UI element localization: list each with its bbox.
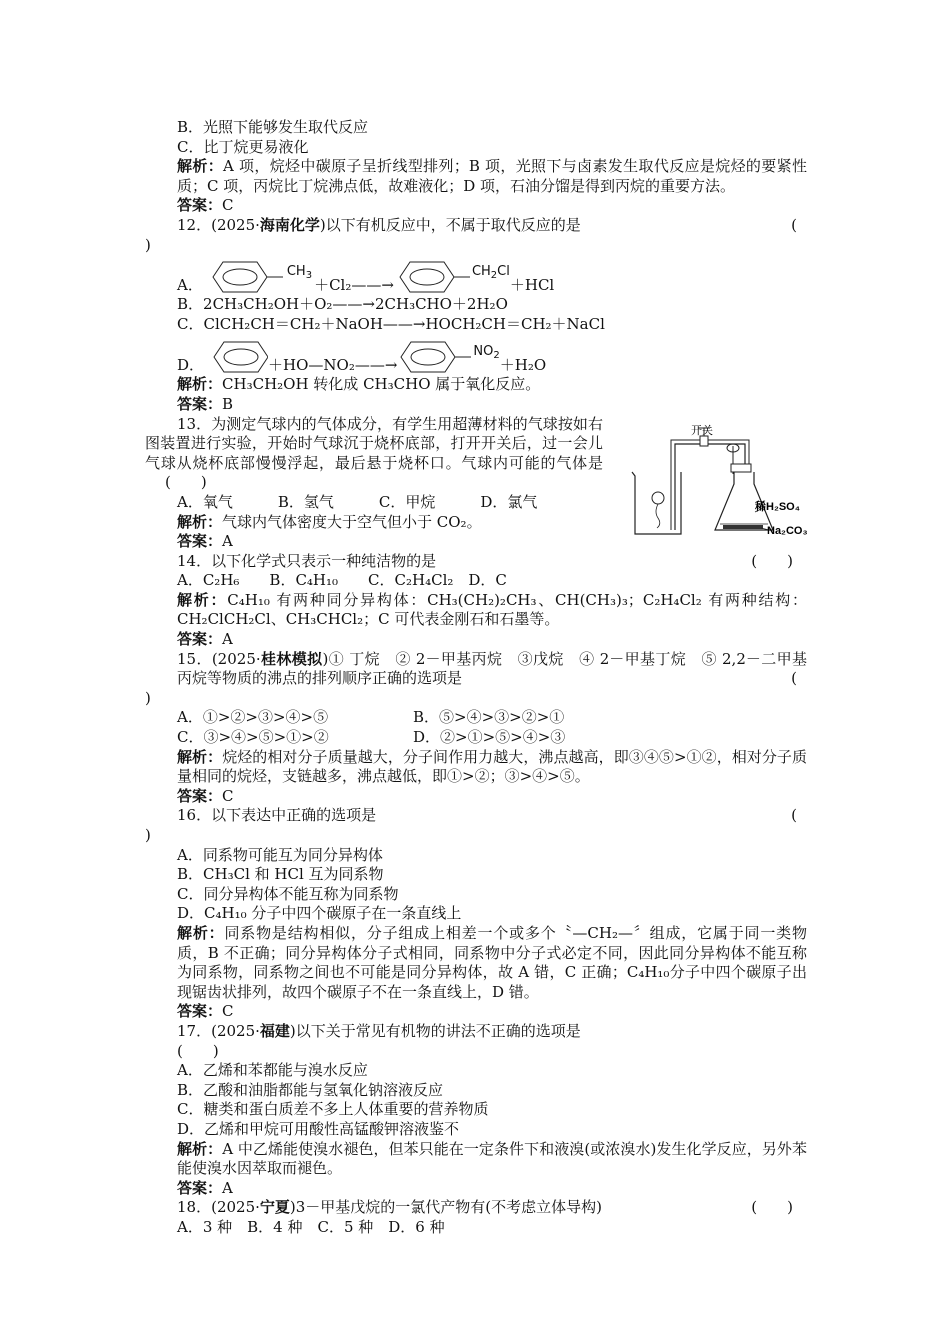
answer-value: C <box>222 196 234 215</box>
option-line: C．比丁烷更易液化 <box>177 137 309 156</box>
analysis-paragraph <box>145 157 807 196</box>
question-text: 16．以下表达中正确的选项是 <box>177 806 377 825</box>
option-17c: C．糖类和蛋白质差不多上人体重要的营养物质 <box>177 1100 489 1119</box>
analysis-text: 同系物是结构相似，分子组成上相差一个或多个〝—CH₂—〞组成，它属于同一类物质，B 不正确；同分异构体分子式相同，同系物中分子式必定不同，因此同分异构体不能互称为同系物，同系物之间也不可能是同分异构体，故 A 错，C 正确；C₄H₁₀分子中四个碳原子出现锯齿状排列，故四个碳原子不在一条直线上，D 错。 <box>177 923 807 1001</box>
option-17b: B．乙酸和油脂都能与氢氧化钠溶液反应 <box>177 1080 444 1099</box>
option-label: A． <box>177 275 203 294</box>
analysis-label: 解析： <box>177 157 224 176</box>
answer-line: 答案：A <box>177 532 233 551</box>
benzene-ring-icon <box>204 339 268 375</box>
analysis-text: A 中乙烯能使溴水褪色，但苯只能在一定条件下和液溴(或浓溴水)发生化学反应，另外苯能使溴水因萃取而褪色。 <box>177 1139 807 1178</box>
question-number: 17．(2025· <box>177 1021 260 1040</box>
answer-label: 答案： <box>177 196 223 215</box>
reaction-text: ＋HCl <box>509 275 555 294</box>
option-12b: B．2CH₃CH₂OH＋O₂——→2CH₃CHO＋2H₂O <box>177 295 508 314</box>
reaction-text: ＋Cl₂——→ <box>314 275 394 294</box>
benzene-ring-icon <box>397 339 483 375</box>
answer-line: 答案：B <box>177 394 234 413</box>
option-12d <box>145 334 807 375</box>
option-15c: C．③>④>⑤>①>② <box>177 728 329 747</box>
answer-paren-open: ( <box>791 806 797 825</box>
nitro-label: $NO_2$ <box>473 343 500 361</box>
option-17a: A．乙烯和苯都能与溴水反应 <box>177 1061 368 1080</box>
answer-paren-close: ) <box>145 235 151 254</box>
question-text: )3－甲基戊烷的一氯代产物有(不考虑立体导构) <box>289 1198 603 1217</box>
answer-value: B <box>222 394 234 413</box>
question-18-stem <box>145 1198 807 1218</box>
question-15-stem <box>145 650 807 689</box>
answer-value: A <box>222 532 233 551</box>
option-16c: C．同分异构体不能互称为同系物 <box>177 884 399 903</box>
option-12c: C．ClCH₂CH＝CH₂＋NaOH——→HOCH₂CH＝CH₂＋NaCl <box>177 314 605 333</box>
answer-value: A <box>222 1178 233 1197</box>
analysis-text: 烷烃的相对分子质量越大，分子间作用力越大，沸点越高，即③④⑤>①②，相对分子质量相同的烷烃，支链越多，沸点越低，即①>②；③>④>⑤。 <box>177 747 807 786</box>
analysis-paragraph: 解析：烷烃的相对分子质量越大，分子间作用力越大，沸点越高，即③④⑤>①②，相对分子质量相同的烷烃，支链越多，沸点越低，即①>②；③>④>⑤。 <box>177 747 807 786</box>
options-15-row2 <box>145 728 807 748</box>
answer-paren-open: ( <box>791 669 797 688</box>
option-15b: B．⑤>④>③>②>① <box>413 708 565 727</box>
answer-paren: ( ) <box>751 551 793 570</box>
question-source: 桂林模拟 <box>260 649 323 668</box>
answer-line: 答案：C <box>177 786 234 805</box>
answer-paren: ( ) <box>751 1198 793 1217</box>
question-source: 福建 <box>259 1021 290 1040</box>
option-16b: B．CH₃Cl 和 HCl 互为同系物 <box>177 865 384 884</box>
analysis-text: A 项，烷烃中碳原子呈折线型排列；B 项，光照下与卤素发生取代反应是烷烃的要紧性质；C 项，丙烷比丁烷沸点低，故难液化；D 项，石油分馏是得到丙烷的重要方法。 <box>177 157 807 195</box>
question-12-stem <box>145 216 807 236</box>
analysis-text: 气球内气体密度大于空气但小于 CO₂。 <box>222 512 482 531</box>
question-number: 18．(2025· <box>177 1198 260 1217</box>
answer-paren-close: ) <box>145 826 151 844</box>
answer-paren-close: ) <box>145 688 151 707</box>
options-18: A．3 种 B．4 种 C．5 种 D．6 种 <box>177 1217 445 1236</box>
answer-value: C <box>222 786 234 805</box>
options-14: A．C₂H₆ B．C₄H₁₀ C．C₂H₄Cl₂ D．C <box>177 571 507 590</box>
option-16a: A．同系物可能互为同分异构体 <box>177 845 383 864</box>
methyl-label: $CH_3$ <box>286 263 313 281</box>
analysis-paragraph: 解析：同系物是结构相似，分子组成上相差一个或多个〝—CH₂—〞组成，它属于同一类物质，B 不正确；同分异构体分子式相同，同系物中分子式必定不同，因此同分异构体不能互称为同系物，同系物之间也不可能是同分异构体，故 A 错，C 正确；C₄H₁₀分子中四个碳原子出现锯齿状排列，故四个碳原子不在一条直线上，D 错。 <box>177 923 807 1001</box>
chloromethyl-label: $CH_2Cl$ <box>471 263 510 281</box>
answer-paren: ( ) <box>165 473 207 492</box>
answer-line: 答案：A <box>177 1178 233 1197</box>
answer-paren: ( ) <box>177 1041 219 1060</box>
analysis-text: C₄H₁₀ 有两种同分异构体：CH₃(CH₂)₂CH₃、CH(CH₃)₃；C₂H₄Cl₂ 有两种结构：CH₂ClCH₂Cl、CH₃CHCl₂；C 可代表金刚石和石墨等。 <box>177 590 807 629</box>
analysis-paragraph: 解析：A 中乙烯能使溴水褪色，但苯只能在一定条件下和液溴(或浓溴水)发生化学反应，另外苯能使溴水因萃取而褪色。 <box>177 1139 807 1178</box>
analysis-line: 解析：CH₃CH₂OH 转化成 CH₃CHO 属于氧化反应。 <box>177 375 541 394</box>
carbonate-label: Na₂CO₃ <box>767 525 808 537</box>
question-source: 海南化学 <box>259 215 320 234</box>
question-14-stem <box>145 552 807 572</box>
document-body <box>145 118 807 1237</box>
question-17-stem <box>145 1022 807 1042</box>
option-15d: D．②>①>⑤>④>③ <box>413 728 566 747</box>
options-13: A．氧气 B．氢气 C．甲烷 D．氯气 <box>177 492 538 511</box>
question-16-stem <box>145 806 807 826</box>
question-text: )① 丁烷 ② 2－甲基丙烷 ③戊烷 ④ 2－甲基丁烷 ⑤ 2,2－二甲基丙烷等物质的沸点的排列顺序正确的选项是 <box>177 649 807 688</box>
question-13-stem <box>145 415 603 493</box>
option-16d: D．C₄H₁₀ 分子中四个碳原子在一条直线上 <box>177 904 462 923</box>
options-15-row1 <box>145 708 807 728</box>
reaction-text: ＋HO—NO₂——→ <box>268 355 398 374</box>
option-12a <box>145 255 807 295</box>
answer-value: C <box>222 1002 234 1021</box>
analysis-paragraph: 解析：C₄H₁₀ 有两种同分异构体：CH₃(CH₂)₂CH₃、CH(CH₃)₃；C₂H₄Cl₂ 有两种结构：CH₂ClCH₂Cl、CH₃CHCl₂；C 可代表金刚石和石墨等。 <box>177 590 807 629</box>
question-text: )以下有机反应中，不属于取代反应的是 <box>319 215 581 234</box>
answer-paren-open: ( <box>791 215 797 234</box>
option-17d: D．乙烯和甲烷可用酸性高锰酸钾溶液鉴不 <box>177 1119 460 1138</box>
reaction-text: ＋H₂O <box>499 355 547 374</box>
answer-value: A <box>222 630 233 649</box>
option-15a: A．①>②>③>④>⑤ <box>177 708 329 727</box>
analysis-text: CH₃CH₂OH 转化成 CH₃CHO 属于氧化反应。 <box>222 375 541 394</box>
gas-apparatus-figure <box>627 424 812 542</box>
question-text: 14．以下化学式只表示一种纯洁物的是 <box>177 551 437 570</box>
question-text: 13．为测定气球内的气体成分，有学生用超薄材料的气球按如右图装置进行实验，开始时气球沉于烧杯底部，打开开关后，过一会儿气球从烧杯底部慢慢浮起，最后悬于烧杯口。气球内可能的气体是 <box>145 414 603 472</box>
switch-label: 开关 <box>691 425 713 437</box>
answer-line <box>145 196 807 216</box>
analysis-line: 解析：气球内气体密度大于空气但小于 CO₂。 <box>177 512 482 531</box>
question-number: 15．(2025· <box>177 649 261 668</box>
acid-label: 稀H₂SO₄ <box>755 501 800 513</box>
question-number: 12．(2025· <box>177 215 260 234</box>
question-text: )以下关于常见有机物的讲法不正确的选项是 <box>289 1021 581 1040</box>
answer-line: 答案：C <box>177 1002 234 1021</box>
question-source: 宁夏 <box>259 1198 290 1217</box>
option-line: B．光照下能够发生取代反应 <box>177 118 369 136</box>
option-label: D． <box>177 355 205 374</box>
answer-line: 答案：A <box>177 630 233 649</box>
